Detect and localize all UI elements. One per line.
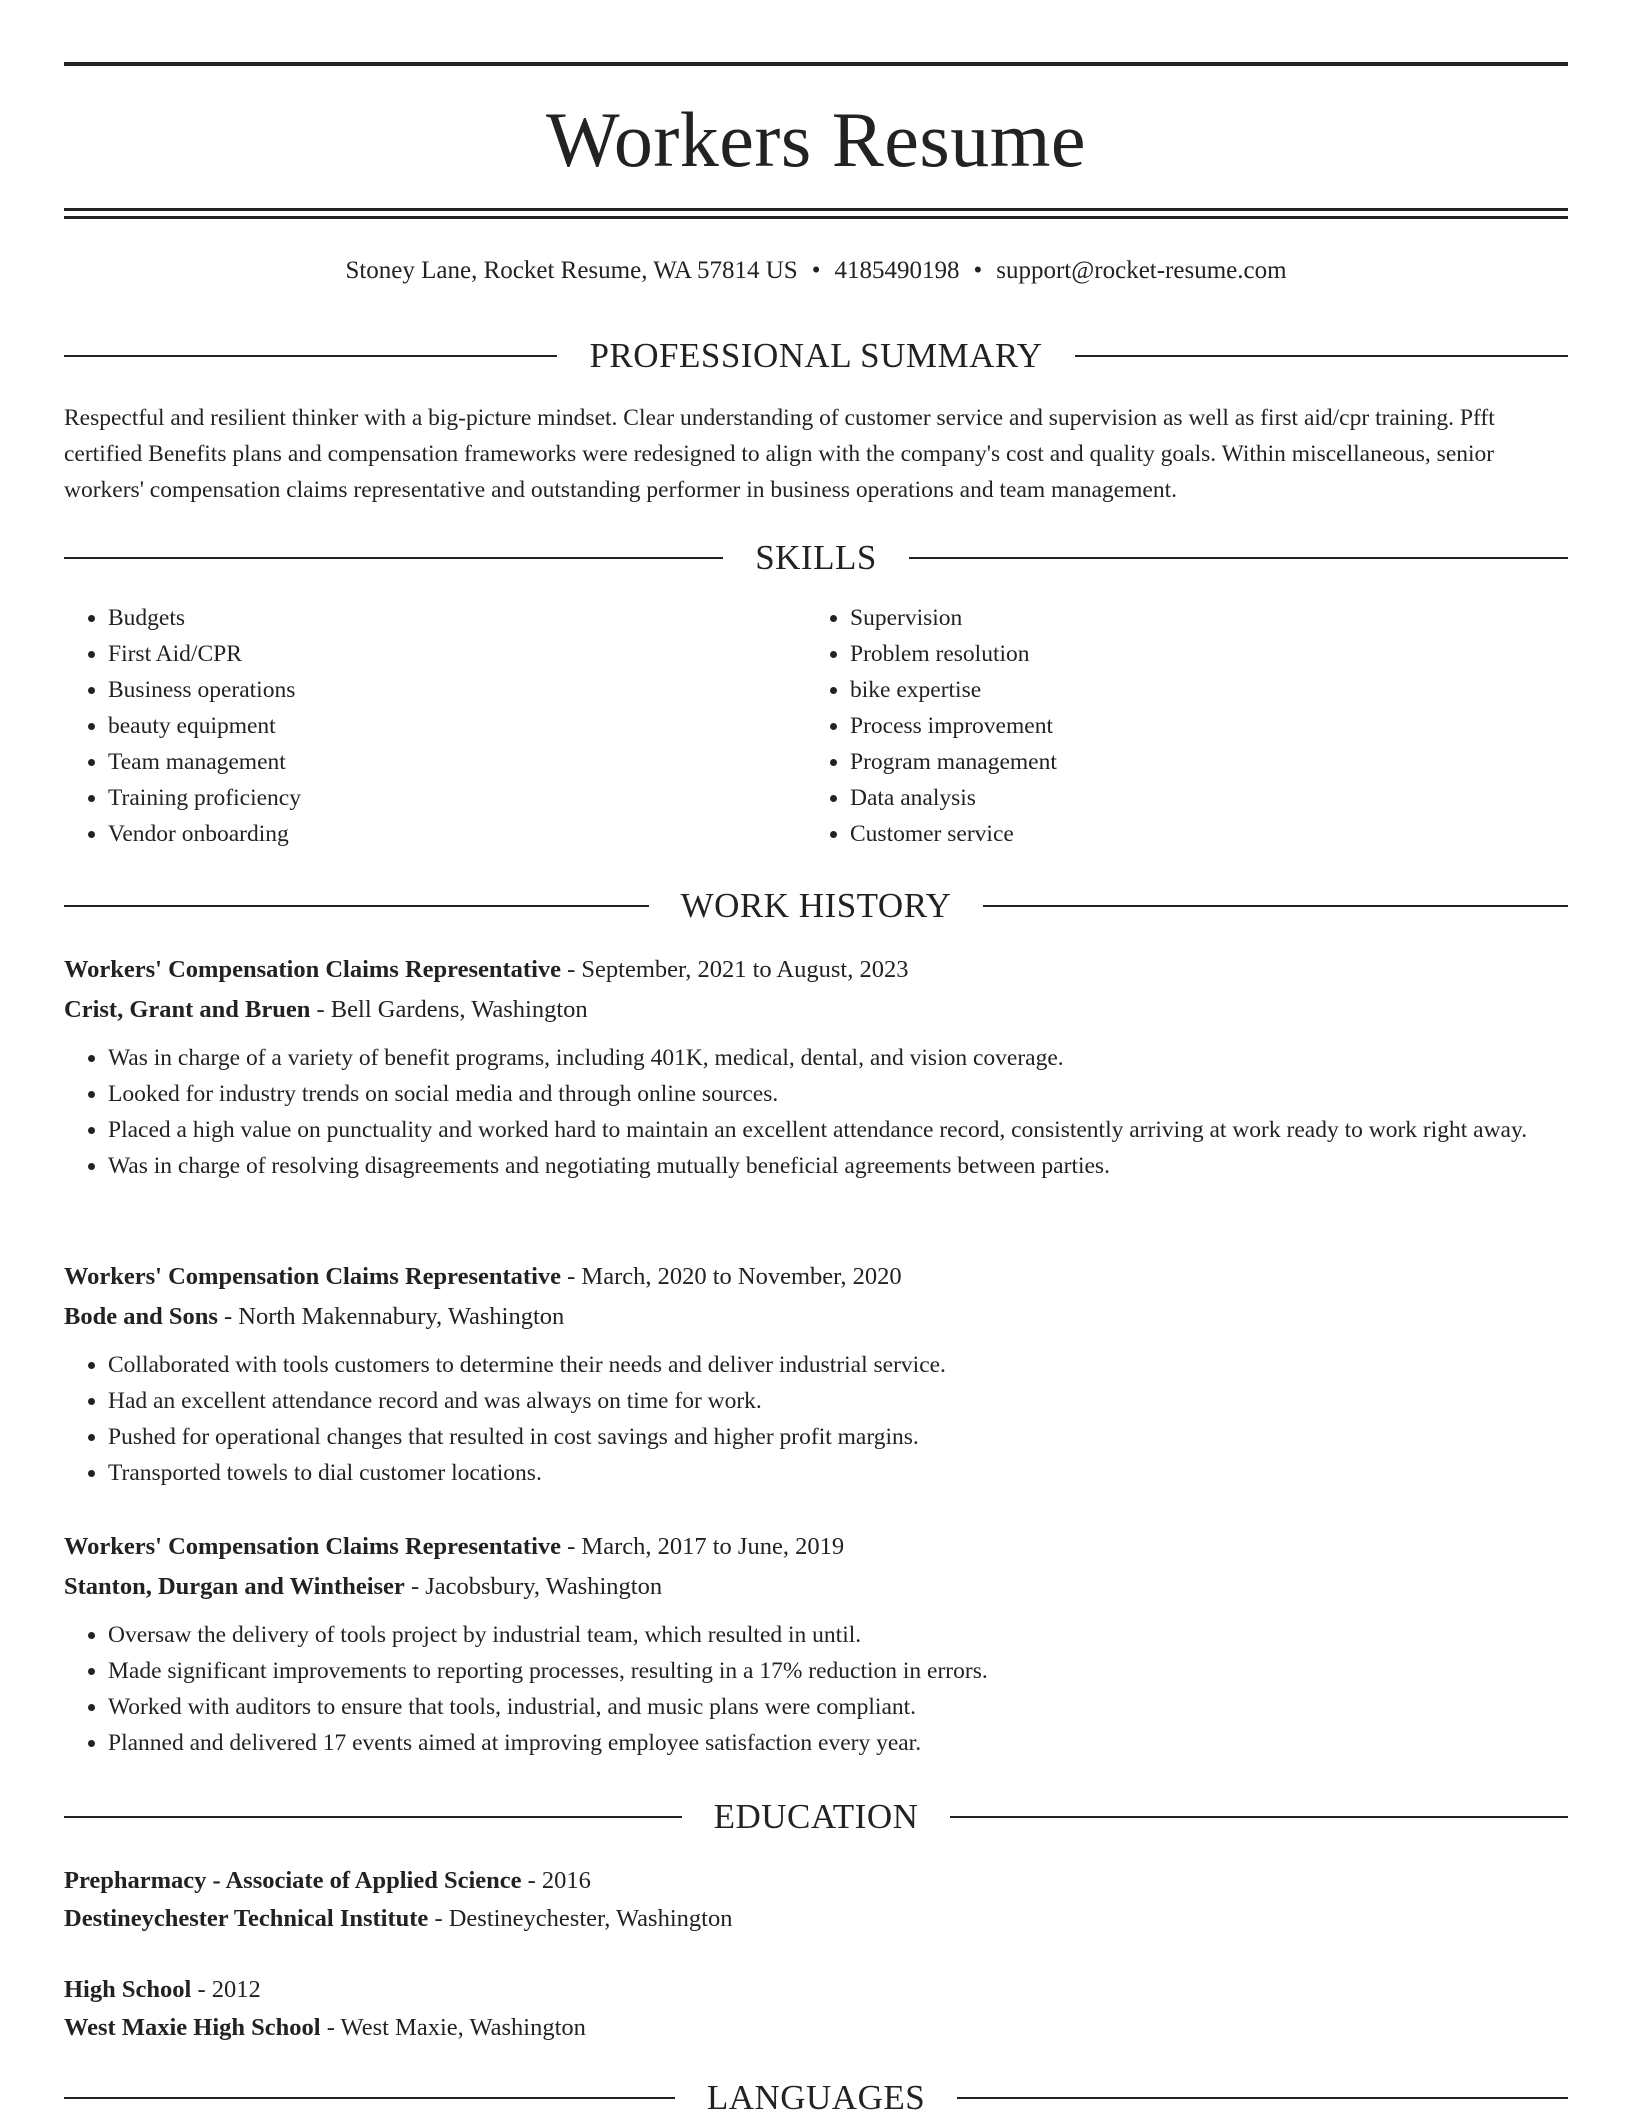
skill-item: • Supervision [850, 600, 1057, 636]
resume-name: Workers Resume [545, 96, 1087, 183]
job-company: Crist, Grant and Bruen [64, 996, 311, 1023]
skill-item: • Data analysis [850, 780, 1057, 816]
job-bullet: • Transported towels to dial customer locations. [108, 1455, 1568, 1491]
skill-item: • Team management [108, 744, 301, 780]
skill-item: • First Aid/CPR [108, 636, 301, 672]
section-rule [950, 1816, 1568, 1818]
job-bullets [64, 1617, 1568, 1761]
job-company: Bode and Sons [64, 1303, 218, 1330]
education-school: Destineychester Technical Institute [64, 1905, 429, 1932]
skill-item: • Customer service [850, 816, 1057, 852]
job-company-line [64, 1297, 1568, 1337]
job-bullets [64, 1347, 1568, 1491]
work-section-heading [64, 884, 1568, 928]
header-double-rule-lower [64, 216, 1568, 219]
header-top-rule [64, 62, 1568, 66]
skill-item: • bike expertise [850, 672, 1057, 708]
work-entry [64, 1257, 1568, 1491]
education-location: - West Maxie, Washington [320, 2014, 586, 2041]
job-company: Stanton, Durgan and Wintheiser [64, 1573, 405, 1600]
education-entry [64, 1862, 1568, 1938]
job-title: Workers' Compensation Claims Representative [64, 1533, 561, 1560]
skill-item: • Program management [850, 744, 1057, 780]
job-title-line [64, 1527, 1568, 1567]
job-title-line [64, 950, 1568, 990]
education-degree: High School [64, 1976, 192, 2003]
job-dates: - September, 2021 to August, 2023 [561, 956, 909, 983]
job-bullet: • Pushed for operational changes that resulted in cost savings and higher profit margins. [108, 1419, 1568, 1455]
section-rule [64, 905, 649, 907]
contact-separator: • [811, 257, 821, 284]
section-rule [1075, 355, 1568, 357]
header-double-rule-upper [64, 208, 1568, 211]
work-entry [64, 950, 1568, 1184]
education-school-line [64, 2009, 1568, 2047]
skills-section-heading [64, 536, 1568, 580]
job-location: - North Makennabury, Washington [217, 1303, 565, 1330]
job-title-line [64, 1257, 1568, 1297]
section-rule [64, 2097, 675, 2099]
skills-list-left [64, 600, 301, 852]
job-company-line [64, 1567, 1568, 1607]
section-title: LANGUAGES [706, 2078, 926, 2117]
skills-list-right [806, 600, 1057, 852]
contact-separator: • [973, 257, 983, 284]
job-title: Workers' Compensation Claims Representative [64, 956, 561, 983]
section-title: SKILLS [755, 538, 877, 577]
section-rule [64, 355, 557, 357]
skill-item: • beauty equipment [108, 708, 301, 744]
job-bullet: • Made significant improvements to reporting processes, resulting in a 17% reduction in errors. [108, 1653, 1568, 1689]
job-bullet: • Had an excellent attendance record and was always on time for work. [108, 1383, 1568, 1419]
skill-item: • Process improvement [850, 708, 1057, 744]
education-degree-line [64, 1971, 1568, 2009]
job-bullet: • Planned and delivered 17 events aimed at improving employee satisfaction every year. [108, 1725, 1568, 1761]
job-location: - Bell Gardens, Washington [310, 996, 588, 1023]
skill-item: • Business operations [108, 672, 301, 708]
section-rule [64, 557, 723, 559]
job-bullet: • Looked for industry trends on social media and through online sources. [108, 1076, 1568, 1112]
education-year: - 2012 [191, 1976, 261, 2003]
work-entry [64, 1527, 1568, 1761]
education-degree-line [64, 1862, 1568, 1900]
job-bullet: • Oversaw the delivery of tools project by industrial team, which resulted in until. [108, 1617, 1568, 1653]
contact-address: Stoney Lane, Rocket Resume, WA 57814 US [345, 257, 798, 284]
job-dates: - March, 2020 to November, 2020 [561, 1263, 902, 1290]
education-location: - Destineychester, Washington [428, 1905, 733, 1932]
skill-item: • Training proficiency [108, 780, 301, 816]
education-entry [64, 1971, 1568, 2047]
section-rule [64, 1816, 682, 1818]
contact-phone: 4185490198 [834, 257, 960, 284]
section-title: EDUCATION [713, 1797, 919, 1836]
summary-section-heading [64, 334, 1568, 378]
job-bullet: • Was in charge of resolving disagreements and negotiating mutually beneficial agreements between parties. [108, 1148, 1568, 1184]
skill-item: • Budgets [108, 600, 301, 636]
section-rule [909, 557, 1568, 559]
job-bullets [64, 1040, 1568, 1184]
job-dates: - March, 2017 to June, 2019 [561, 1533, 845, 1560]
skill-item: • Problem resolution [850, 636, 1057, 672]
contact-line [64, 256, 1568, 286]
section-rule [983, 905, 1568, 907]
languages-section-heading [64, 2076, 1568, 2120]
education-school: West Maxie High School [64, 2014, 321, 2041]
section-rule [957, 2097, 1568, 2099]
job-company-line [64, 990, 1568, 1030]
job-bullet: • Worked with auditors to ensure that tools, industrial, and music plans were compliant. [108, 1689, 1568, 1725]
contact-email: support@rocket-resume.com [996, 257, 1287, 284]
education-degree: Prepharmacy - Associate of Applied Science [64, 1867, 522, 1894]
job-location: - Jacobsbury, Washington [404, 1573, 663, 1600]
skill-item: • Vendor onboarding [108, 816, 301, 852]
education-year: - 2016 [521, 1867, 591, 1894]
job-bullet: • Placed a high value on punctuality and worked hard to maintain an excellent attendance record, consistently arriving at work ready to work right away. [108, 1112, 1568, 1148]
job-bullet: • Collaborated with tools customers to determine their needs and deliver industrial service. [108, 1347, 1568, 1383]
section-title: WORK HISTORY [680, 886, 952, 925]
education-school-line [64, 1900, 1568, 1938]
education-section-heading [64, 1795, 1568, 1839]
job-bullet: • Was in charge of a variety of benefit programs, including 401K, medical, dental, and vision coverage. [108, 1040, 1568, 1076]
job-title: Workers' Compensation Claims Representative [64, 1263, 561, 1290]
summary-text: Respectful and resilient thinker with a big-picture mindset. Clear understanding of customer service and supervision as well as first aid/cpr training. Pfft certified Benefits plans and compensation frameworks were redesigned to align with the company's cost and quality goals. Within miscellaneous, senior workers' compensation claims representative and outstanding performer in business operations and team management. [64, 405, 1495, 503]
section-title: PROFESSIONAL SUMMARY [589, 336, 1043, 375]
